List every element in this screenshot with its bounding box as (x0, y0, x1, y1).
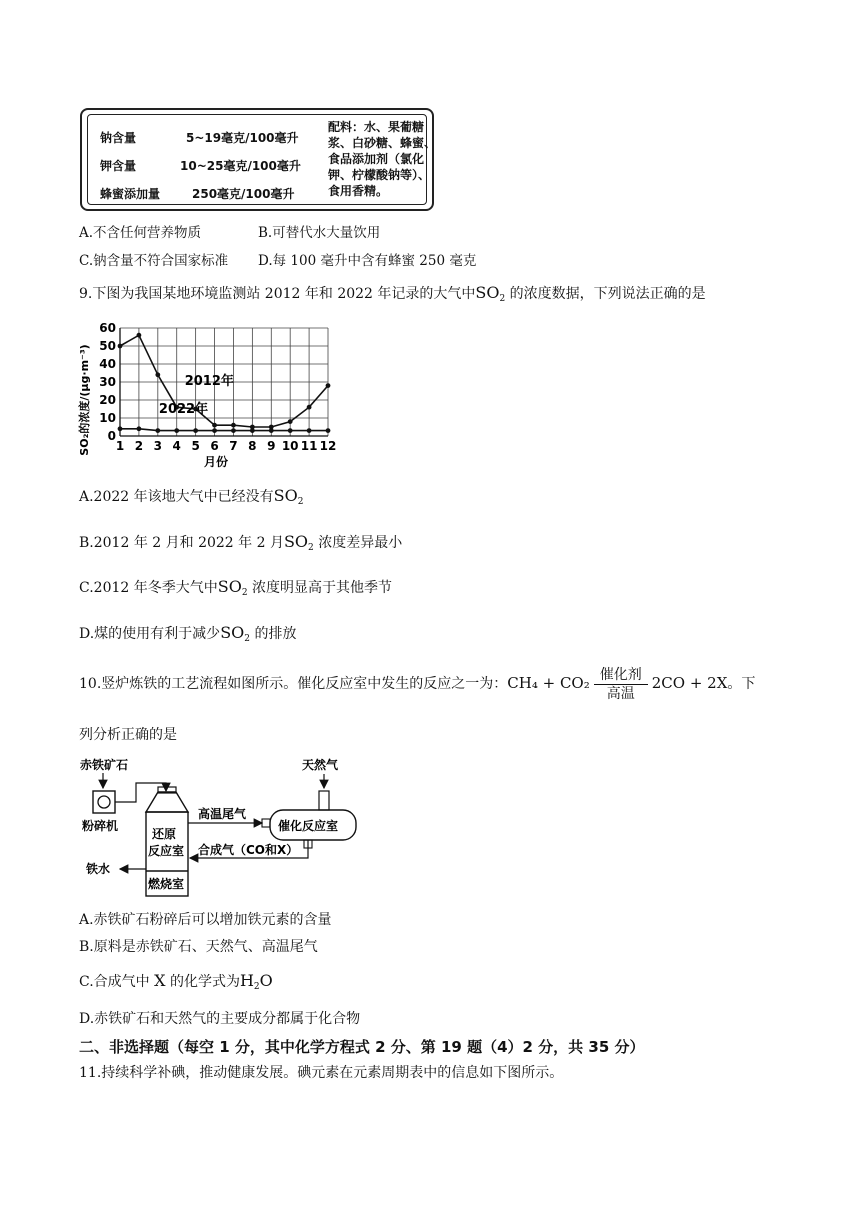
q9-option-d-after: 的排放 (250, 626, 297, 642)
q9-option-d (79, 624, 296, 648)
series-point (212, 423, 217, 428)
ironmaking-process-diagram (76, 754, 366, 900)
q9-option-c-text: C.2012 年冬季大气中 (79, 580, 218, 596)
x-tick-label: 12 (319, 439, 337, 453)
series-point (174, 428, 179, 433)
q9-stem-sub: 2 (499, 294, 506, 304)
q9-option-b-formula: SO (283, 532, 309, 551)
q9-option-a (79, 487, 303, 511)
q10-option-d: D.赤铁矿石和天然气的主要成分都属于化合物 (79, 1011, 361, 1027)
series-point (193, 428, 198, 433)
label-row-potassium (100, 157, 301, 174)
x-tick-label: 1 (115, 439, 125, 453)
y-tick-label: 0 (107, 429, 116, 443)
label-row-name: 蜂蜜添加量 (100, 187, 161, 201)
x-tick-label: 8 (248, 439, 257, 453)
diagram-reduction-label-1: 还原 (152, 827, 177, 841)
q10-equation-right: 2CO + 2X (651, 674, 728, 692)
q10-stem-line2: 列分析正确的是 (79, 727, 177, 743)
series-point (137, 333, 142, 338)
diagram-tail-gas-label: 高温尾气 (198, 807, 247, 821)
series-label: 2012年 (184, 373, 234, 389)
x-axis-title: 月份 (203, 455, 229, 469)
q9-stem-formula: SO (475, 283, 500, 302)
series-point (155, 372, 160, 377)
y-tick-label: 20 (99, 393, 116, 407)
q9-option-c (79, 578, 392, 602)
x-tick-label: 5 (191, 439, 200, 453)
y-tick-label: 60 (99, 321, 116, 335)
label-row-value: 250毫克/100毫升 (192, 187, 295, 201)
series-point (231, 428, 236, 433)
q10-condition-top: 催化剂 (594, 666, 648, 685)
q10-option-c-after: O (259, 971, 273, 990)
x-tick-label: 9 (267, 439, 276, 453)
series-point (307, 405, 312, 410)
q9-option-d-text: D.煤的使用有利于减少 (79, 626, 221, 642)
y-tick-label: 50 (99, 339, 116, 353)
x-tick-label: 6 (210, 439, 219, 453)
series-point (326, 428, 331, 433)
series-point (250, 428, 255, 433)
q10-stem-before: 10.竖炉炼铁的工艺流程如图所示。催化反应室中发生的反应之一为： (79, 676, 508, 692)
q10-option-c-sub: 2 (253, 982, 260, 992)
x-tick-label: 11 (300, 439, 318, 453)
label-row-honey (100, 185, 295, 202)
label-row-sodium (100, 129, 299, 146)
diagram-syngas-label: 合成气（CO和X） (198, 843, 299, 857)
label-row-value: 5~19毫克/100毫升 (186, 131, 299, 145)
q10-reaction-condition (594, 666, 648, 703)
y-tick-label: 30 (99, 375, 116, 389)
series-line-2022年 (120, 429, 328, 431)
diagram-molten-iron-label: 铁水 (86, 862, 111, 876)
q9-option-a-formula: SO (273, 486, 298, 505)
q9-option-b-sub: 2 (308, 543, 314, 553)
q11-stem: 11.持续科学补碘，推动健康发展。碘元素在元素周期表中的信息如下图所示。 (79, 1065, 564, 1081)
q10-option-c-mid: 的化学式为 (165, 974, 240, 990)
q10-option-b: B.原料是赤铁矿石、天然气、高温尾气 (79, 939, 318, 955)
q8-option-c: C.钠含量不符合国家标准 (79, 253, 229, 269)
catalytic-inlet (262, 819, 270, 827)
series-point (118, 426, 123, 431)
q10-option-a: A.赤铁矿石粉碎后可以增加铁元素的含量 (79, 912, 332, 928)
y-axis-title: SO₂的浓度/(μg·m⁻³) (78, 344, 91, 456)
label-row-name: 钠含量 (100, 131, 137, 145)
q9-option-b-text: B.2012 年 2 月和 2022 年 2 月 (79, 535, 284, 551)
q9-option-c-sub: 2 (241, 588, 248, 598)
furnace-top (146, 792, 188, 812)
q8-option-a: A.不含任何营养物质 (79, 225, 202, 241)
x-tick-label: 3 (153, 439, 162, 453)
q9-option-a-sub: 2 (297, 497, 304, 507)
crusher-box (93, 791, 115, 813)
q9-stem-before: 9.下图为我国某地环境监测站 2012 年和 2022 年记录的大气中 (79, 286, 476, 302)
series-point (326, 383, 331, 388)
y-tick-label: 10 (99, 411, 116, 425)
series-point (288, 428, 293, 433)
q9-option-d-formula: SO (220, 623, 245, 642)
label-row-name: 钾含量 (100, 159, 137, 173)
series-label: 2022年 (158, 401, 209, 417)
q9-stem-after: 的浓度数据，下列说法正确的是 (505, 286, 706, 302)
gas-inlet (319, 791, 329, 810)
series-point (137, 426, 142, 431)
diagram-catalytic-label: 催化反应室 (278, 819, 339, 833)
label-row-value: 10~25毫克/100毫升 (180, 159, 301, 173)
q10-stem (79, 663, 755, 704)
q10-option-c-x: X (154, 971, 166, 990)
series-point (212, 428, 217, 433)
q8-option-b: B.可替代水大量饮用 (258, 225, 381, 241)
q9-option-a-text: A.2022 年该地大气中已经没有 (79, 489, 274, 505)
diagram-ore-label: 赤铁矿石 (80, 758, 129, 772)
diagram-gas-label: 天然气 (302, 758, 339, 772)
q10-option-c (79, 972, 273, 996)
series-point (269, 428, 274, 433)
x-tick-label: 2 (134, 439, 144, 453)
q10-stem-after: 。下 (727, 676, 756, 692)
series-point (231, 423, 236, 428)
q9-option-c-formula: SO (217, 577, 242, 596)
label-ingredients: 配料：水、果葡糖浆、白砂糖、蜂蜜、食品添加剂（氯化钾、柠檬酸钠等）、食用香精。 (328, 120, 437, 198)
q10-option-c-text: C.合成气中 (79, 974, 155, 990)
x-tick-label: 7 (229, 439, 238, 453)
q9-option-b (79, 533, 402, 557)
series-point (118, 344, 123, 349)
q9-stem (79, 284, 706, 308)
q9-option-c-after: 浓度明显高于其他季节 (247, 580, 393, 596)
q10-option-c-formula: H (239, 971, 254, 990)
q10-equation-left: CH₄ + CO₂ (507, 674, 590, 692)
series-point (288, 419, 293, 424)
diagram-crusher-label: 粉碎机 (82, 819, 119, 833)
nutrition-label (80, 108, 437, 211)
nutrition-label-inner (87, 114, 437, 205)
y-tick-label: 40 (99, 357, 116, 371)
q9-option-d-sub: 2 (244, 634, 250, 644)
so2-line-chart (76, 316, 346, 476)
crusher-icon (98, 796, 110, 808)
x-tick-label: 4 (172, 439, 181, 453)
section-heading: 二、非选择题（每空 1 分，其中化学方程式 2 分、第 19 题（4）2 分，共 35 分） (79, 1038, 645, 1056)
series-point (307, 428, 312, 433)
chart-labels (77, 321, 336, 469)
q9-option-b-after: 浓度差异最小 (313, 535, 403, 551)
q10-condition-bottom: 高温 (606, 685, 635, 702)
diagram-reduction-label-2: 反应室 (148, 844, 185, 858)
q8-option-d: D.每 100 毫升中含有蜂蜜 250 毫克 (258, 253, 477, 269)
x-tick-label: 10 (281, 439, 299, 453)
diagram-combustion-label: 燃烧室 (148, 877, 185, 891)
series-point (155, 428, 160, 433)
